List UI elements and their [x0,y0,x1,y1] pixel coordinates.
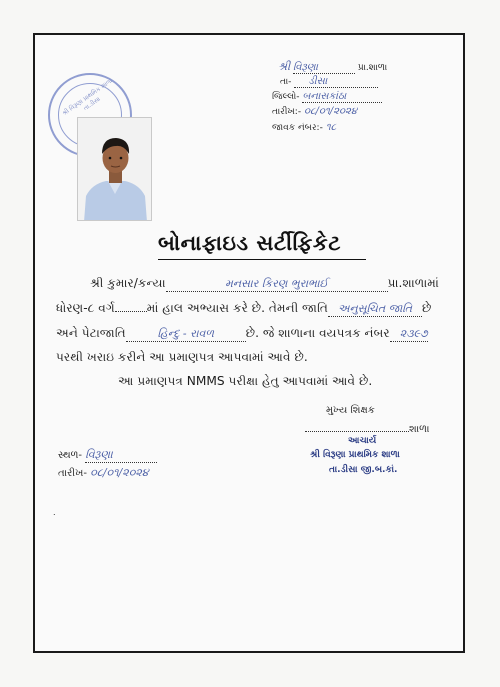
school-blank [305,431,409,432]
school-signature-line [305,424,429,435]
line3-prefix: અને પેટાજાતિ [56,326,126,340]
line3-mid: છે. જે શાળાના વયપત્રક નંબર [245,326,390,340]
subcaste-value: હિન્દુ - રાવળ [126,327,246,342]
date-label: તારીખ:- [272,107,302,117]
school-suffix: પ્રા.શાળા [357,63,388,73]
school-line [278,60,387,74]
line1-prefix: શ્રી કુમાર/કન્યા [90,276,166,290]
principal-stamp-line-2: શ્રી વિરૂણા પ્રાથમિક શાળા [310,450,400,460]
principal-stamp-line-3: તા.ડીસા જી.બ.કાં. [329,465,398,475]
outward-line [272,122,336,133]
place-label: સ્થળ- [58,450,83,461]
head-teacher-label: મુખ્ય શિક્ષક [326,405,375,416]
date-line [272,106,357,117]
district-line [272,91,382,103]
taluka-value: ડીસા [294,76,378,88]
school-name: વિરૂણા [293,62,355,74]
footer-date-line [58,466,149,480]
place-line [58,448,157,463]
body-line-1 [90,276,439,292]
line1-suffix: પ્રા.શાળામાં [387,276,439,290]
school-label: શાળા [409,424,430,435]
line2-prefix: ધોરણ-૮ વર્ગ [56,301,115,315]
title-underline [158,259,366,260]
line2-suffix: છે [421,301,432,315]
caste-value: અનુસૂચિત જાતિ [328,302,422,317]
footer-date-value: ૦૮/૦૧/૨૦૨૪ [90,466,149,479]
taluka-line [280,76,378,88]
body-line-4: પરથી ખરાઇ કરીને આ પ્રમાણપત્ર આપવામાં આવે છે. [56,350,308,364]
school-prefix: શ્રી [278,60,291,73]
certificate-title: બોનાફાઇડ સર્ટીફિકેટ [158,231,341,255]
body-line-3 [56,326,428,342]
district-value: બનાસકાંઠા [302,91,382,103]
line2-mid: માં હાલ અભ્યાસ કરે છે. તેમની જાતિ [146,301,328,315]
student-photo [77,117,152,221]
body-line-2 [56,301,431,317]
district-label: જિલ્લો- [272,92,300,102]
stray-dot: . [53,508,56,517]
student-photo-image [78,118,152,221]
place-value: વિરૂણા [85,448,157,463]
seal-text: શ્રી વિરૂણા પ્રાથમિક શાળા તા.ડીસા [61,77,114,118]
class-blank [115,311,147,312]
footer-date-label: તારીખ- [58,468,87,479]
taluka-label: તા- [280,77,292,87]
outward-value: ૧૮ [325,122,337,133]
body-line-5: આ પ્રમાણપત્ર NMMS પરીક્ષા હેતુ આપવામાં આવે છે. [118,374,373,388]
register-number: ૨૩૯૭ [390,327,428,342]
student-name: મનસાર કિરણ ભુરાભાઈ [166,277,388,292]
principal-stamp-line-1: આચાર્ય [348,436,377,446]
date-value: ૦૮/૦૧/૨૦૨૪ [303,106,358,117]
outward-label: જાવક નંબર:- [272,123,323,133]
